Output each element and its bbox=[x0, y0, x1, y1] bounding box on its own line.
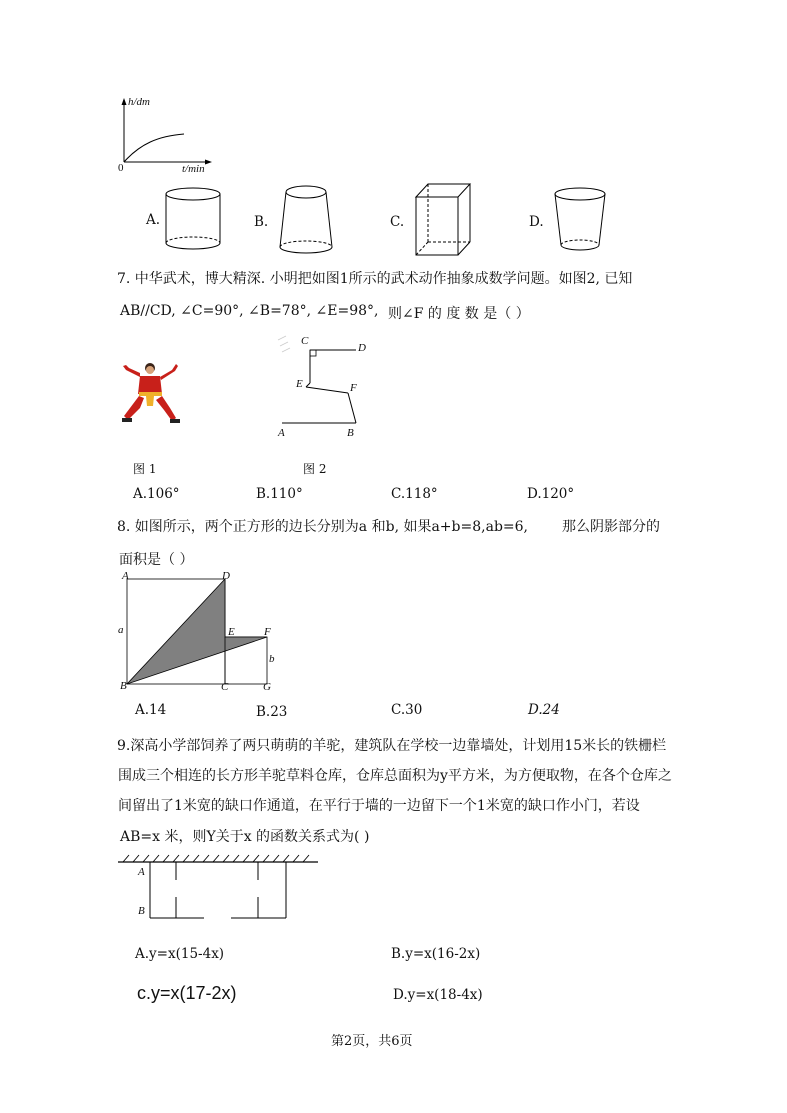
q8-text-line1a: 8. 如图所示，两个正方形的边长分别为a 和b, 如果a+b=8,ab=6, bbox=[117, 519, 528, 535]
q6-option-a[interactable]: A. bbox=[146, 212, 161, 228]
q8-point-a: A bbox=[122, 570, 129, 582]
q6-frustum-wide-top-figure bbox=[553, 185, 613, 257]
q7-point-a: A bbox=[278, 427, 285, 439]
q7-point-f: F bbox=[350, 382, 357, 394]
q8-point-f: F bbox=[264, 626, 271, 638]
q8-label-b: b bbox=[269, 653, 275, 665]
q9-option-c[interactable]: c.y=x(17-2x) bbox=[137, 983, 237, 1003]
q9-text-line3: 间留出了1米宽的缺口作通道，在平行于墙的一边留下一个1米宽的缺口作小门，若设 bbox=[118, 798, 640, 814]
q7-figure2-caption: 图 2 bbox=[303, 462, 327, 476]
q7-text-line1: 7. 中华武术，博大精深. 小明把如图1所示的武术动作抽象成数学问题。如图2, 已知 bbox=[117, 271, 633, 287]
q6-x-axis-label: t/min bbox=[182, 163, 205, 175]
q9-text-line2: 围成三个相连的长方形羊驼草料仓库，仓库总面积为y平方米，为方便取物，在各个仓库之 bbox=[118, 768, 672, 784]
q8-option-a[interactable]: A.14 bbox=[135, 702, 167, 718]
q9-option-a[interactable]: A.y=x(15-4x) bbox=[135, 946, 225, 962]
q7-option-d[interactable]: D.120° bbox=[527, 486, 575, 502]
q7-martial-artist-image bbox=[120, 360, 182, 426]
q7-text-line2b: 则∠F 的 度 数 是（ ） bbox=[388, 306, 530, 322]
page-number-footer: 第2页，共6页 bbox=[331, 1034, 413, 1049]
q8-point-d: D bbox=[222, 570, 230, 582]
q8-option-b[interactable]: B.23 bbox=[256, 704, 288, 720]
q7-text-line2a: AB//CD, ∠C=90°, ∠B=78°, ∠E=98°, bbox=[120, 303, 379, 319]
q6-prism-figure bbox=[412, 181, 472, 261]
q7-option-b[interactable]: B.110° bbox=[256, 486, 303, 502]
q8-text-line1b: 那么阴影部分的 bbox=[562, 519, 660, 535]
q7-figure1-caption: 图 1 bbox=[133, 462, 157, 476]
q8-point-b: B bbox=[120, 680, 127, 692]
q7-point-c: C bbox=[301, 335, 309, 347]
q8-option-d[interactable]: D.24 bbox=[528, 702, 560, 718]
q8-point-c: C bbox=[221, 681, 229, 693]
q8-option-c[interactable]: C.30 bbox=[391, 702, 423, 718]
q8-text-line2: 面积是（ ） bbox=[119, 552, 194, 568]
q9-option-b[interactable]: B.y=x(16-2x) bbox=[391, 946, 481, 962]
q6-origin-label: 0 bbox=[118, 162, 124, 174]
q9-text-line4: AB=x 米，则Y关于x 的函数关系式为( ) bbox=[120, 829, 370, 845]
q9-point-b: B bbox=[138, 905, 145, 917]
q6-option-b[interactable]: B. bbox=[254, 214, 269, 230]
q7-option-a[interactable]: A.106° bbox=[133, 486, 180, 502]
q8-point-g: G bbox=[263, 681, 271, 693]
q7-point-d: D bbox=[358, 342, 366, 354]
q8-squares-figure bbox=[120, 574, 280, 694]
q6-y-axis-label: h/dm bbox=[128, 96, 150, 108]
q9-point-a: A bbox=[138, 866, 145, 878]
q9-fence-figure bbox=[118, 852, 328, 927]
q6-frustum-narrow-top-figure bbox=[278, 183, 338, 258]
q9-option-d[interactable]: D.y=x(18-4x) bbox=[393, 987, 483, 1003]
q7-point-e: E bbox=[296, 378, 303, 390]
q6-option-c[interactable]: C. bbox=[390, 214, 405, 230]
q8-point-e: E bbox=[228, 626, 235, 638]
q9-text-line1: 9.深高小学部饲养了两只萌萌的羊驼，建筑队在学校一边靠墙处，计划用15米长的铁栅栏 bbox=[117, 738, 667, 754]
q8-label-a: a bbox=[118, 624, 124, 636]
q7-point-b: B bbox=[347, 427, 354, 439]
q6-option-d[interactable]: D. bbox=[529, 214, 544, 230]
q6-cylinder-figure bbox=[163, 185, 223, 255]
q6-graph bbox=[112, 96, 222, 178]
q7-option-c[interactable]: C.118° bbox=[391, 486, 438, 502]
